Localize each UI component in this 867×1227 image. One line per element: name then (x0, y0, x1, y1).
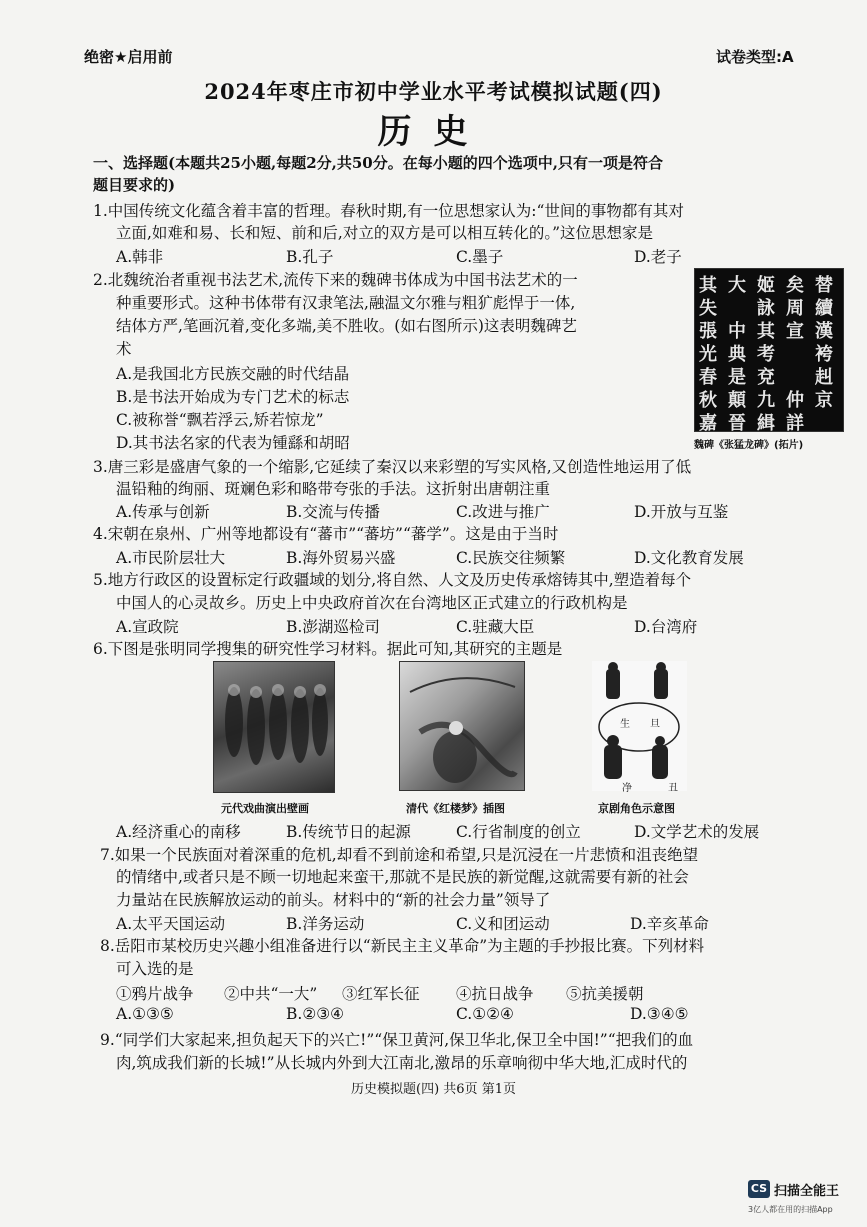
q7-option-a: A.太平天国运动 (116, 915, 226, 933)
q8-item-2: ②中共“一大” (224, 985, 318, 1003)
q6-option-c: C.行省制度的创立 (456, 823, 581, 841)
rubbing-character: 袴 (815, 344, 833, 365)
rubbing-character: 替 (815, 275, 833, 296)
q8-option-c: C.①②④ (456, 1005, 514, 1023)
camscanner-logo: CS (748, 1180, 770, 1198)
role-label-chou: 丑 (668, 783, 678, 794)
q7-option-d: D.辛亥革命 (630, 915, 709, 933)
rubbing-character: 嘉 (699, 413, 717, 434)
rubbing-character: 光 (699, 344, 717, 365)
q3-option-c: C.改进与推广 (456, 503, 550, 521)
rubbing-character: 矣 (786, 275, 804, 296)
q8-item-1: ①鸦片战争 (116, 985, 194, 1003)
q1-option-a: A.韩非 (116, 248, 164, 266)
rubbing-character: 張 (699, 321, 717, 342)
q6-option-d: D.文学艺术的发展 (634, 823, 760, 841)
exam-title: 2024年枣庄市初中学业水平考试模拟试题(四) (204, 79, 663, 104)
q8-stem: 8.岳阳市某校历史兴趣小组准备进行以“新民主主义革命”为主题的手抄报比赛。下列材料 (100, 937, 705, 955)
yuan-opera-mural-image (213, 661, 335, 793)
rubbing-caption: 魏碑《张猛龙碑》(拓片) (694, 440, 804, 451)
q6-caption-3: 京剧角色示意图 (598, 802, 675, 815)
q2-stem-cont: 种重要形式。这种书体带有汉隶笔法,融温文尔雅与粗犷彪悍于一体, (116, 294, 576, 312)
q5-option-c: C.驻藏大臣 (456, 618, 535, 636)
q8-item-3: ③红军长征 (342, 985, 420, 1003)
rubbing-character: 赳 (815, 367, 833, 388)
q3-option-b: B.交流与传播 (286, 503, 380, 521)
rubbing-character: 考 (757, 344, 775, 365)
rubbing-character: 顛 (728, 390, 746, 411)
dream-red-chamber-illustration-image (399, 661, 525, 791)
q4-option-d: D.文化教育发展 (634, 549, 744, 567)
q5-option-a: A.宣政院 (116, 618, 179, 636)
q1-option-b: B.孔子 (286, 248, 334, 266)
q6-caption-2: 清代《红楼梦》插图 (406, 802, 505, 815)
q2-stem-cont2: 结体方严,笔画沉着,变化多端,美不胜收。(如右图所示)这表明魏碑艺 (116, 317, 577, 335)
camscanner-name: 扫描全能王 (774, 1184, 840, 1199)
rubbing-character: 是 (728, 367, 746, 388)
q3-stem-cont: 温铅釉的绚丽、斑斓色彩和略带夸张的手法。这折射出唐朝注重 (116, 480, 551, 498)
wei-stele-rubbing-image (694, 268, 844, 432)
subject-title: 历史 (377, 112, 490, 152)
q2-option-d: D.其书法名家的代表为锺繇和胡昭 (116, 434, 350, 452)
q3-stem: 3.唐三彩是盛唐气象的一个缩影,它延续了秦汉以来彩塑的写实风格,又创造性地运用了低 (93, 458, 692, 476)
rubbing-character: 九 (757, 390, 775, 411)
q8-option-a: A.①③⑤ (116, 1005, 174, 1023)
q9-stem-cont: 肉,筑成我们新的长城!”从长城内外到大江南北,激昂的乐章响彻中华大地,汇成时代的 (116, 1054, 688, 1072)
q9-stem: 9.“同学们大家起来,担负起天下的兴亡!”“保卫黄河,保卫华北,保卫全中国!”“把我们的血 (100, 1031, 694, 1049)
q4-option-b: B.海外贸易兴盛 (286, 549, 396, 567)
q4-stem: 4.宋朝在泉州、广州等地都设有“蕃市”“蕃坊”“蕃学”。这是由于当时 (93, 525, 559, 543)
q8-stem-cont: 可入选的是 (116, 960, 194, 978)
q8-item-5: ⑤抗美援朝 (566, 985, 644, 1003)
page-footer: 历史模拟题(四) 共6页 第1页 (351, 1082, 516, 1097)
q2-stem: 2.北魏统治者重视书法艺术,流传下来的魏碑书体成为中国书法艺术的一 (93, 271, 578, 289)
rubbing-character: 緝 (757, 413, 775, 434)
rubbing-character: 宣 (786, 321, 804, 342)
rubbing-character: 漢 (815, 321, 833, 342)
role-label-jing: 净 (622, 783, 632, 794)
q4-option-a: A.市民阶层壮大 (116, 549, 226, 567)
q3-option-d: D.开放与互鉴 (634, 503, 729, 521)
q2-stem-cont3: 术 (116, 340, 132, 358)
camscanner-tagline: 3亿人都在用的扫描App (748, 1205, 833, 1214)
rubbing-character: 姬 (757, 275, 775, 296)
rubbing-character: 續 (815, 298, 833, 319)
rubbing-character: 秋 (699, 390, 717, 411)
rubbing-character: 其 (757, 321, 775, 342)
q5-stem: 5.地方行政区的设置标定行政疆域的划分,将自然、人文及历史传承熔铸其中,塑造着每个 (93, 571, 692, 589)
rubbing-character: 大 (728, 275, 746, 296)
rubbing-character: 詠 (757, 298, 775, 319)
q7-option-c: C.义和团运动 (456, 915, 550, 933)
section-instruction: 一、选择题(本题共25小题,每题2分,共50分。在每小题的四个选项中,只有一项是符合 (93, 154, 663, 172)
q1-stem: 1.中国传统文化蕴含着丰富的哲理。春秋时期,有一位思想家认为:“世间的事物都有其对 (93, 202, 684, 220)
q8-option-b: B.②③④ (286, 1005, 345, 1023)
q1-option-d: D.老子 (634, 248, 682, 266)
role-label-sheng: 生 (620, 719, 630, 730)
q8-option-d: D.③④⑤ (630, 1005, 689, 1023)
q5-stem-cont: 中国人的心灵故乡。历史上中央政府首次在台湾地区正式建立的行政机构是 (116, 594, 628, 612)
rubbing-character: 晉 (728, 413, 746, 434)
rubbing-character: 失 (699, 298, 717, 319)
q5-option-b: B.澎湖巡检司 (286, 618, 380, 636)
rubbing-character: 京 (815, 390, 833, 411)
section-instruction-cont: 题目要求的) (93, 176, 176, 194)
rubbing-character: 其 (699, 275, 717, 296)
q7-stem: 7.如果一个民族面对着深重的危机,却看不到前途和希望,只是沉浸在一片悲愤和沮丧绝望 (100, 846, 699, 864)
q3-option-a: A.传承与创新 (116, 503, 210, 521)
q7-stem-cont2: 力量站在民族解放运动的前头。材料中的“新的社会力量”领导了 (116, 891, 551, 909)
rubbing-character: 仲 (786, 390, 804, 411)
rubbing-character: 詳 (786, 413, 804, 434)
q7-option-b: B.洋务运动 (286, 915, 365, 933)
q6-option-b: B.传统节日的起源 (286, 823, 411, 841)
role-label-dan: 旦 (650, 719, 660, 730)
q6-option-a: A.经济重心的南移 (116, 823, 241, 841)
paper-type-label: 试卷类型:A (716, 48, 794, 66)
q1-stem-cont: 立面,如难和易、长和短、前和后,对立的双方是可以相互转化的。”这位思想家是 (116, 224, 654, 242)
q7-stem-cont: 的情绪中,或者只是不顾一切地起来蛮干,那就不是民族的新觉醒,这就需要有新的社会 (116, 868, 689, 886)
q2-option-c: C.被称誉“飘若浮云,矫若惊龙” (116, 411, 324, 429)
rubbing-character: 春 (699, 367, 717, 388)
q2-option-a: A.是我国北方民族交融的时代结晶 (116, 365, 350, 383)
q4-option-c: C.民族交往频繁 (456, 549, 566, 567)
q6-caption-1: 元代戏曲演出壁画 (221, 802, 309, 815)
rubbing-character: 周 (786, 298, 804, 319)
rubbing-character: 典 (728, 344, 746, 365)
q5-option-d: D.台湾府 (634, 618, 698, 636)
peking-opera-roles-diagram (592, 661, 687, 794)
q2-option-b: B.是书法开始成为专门艺术的标志 (116, 388, 350, 406)
confidential-label: 绝密★启用前 (84, 48, 173, 66)
rubbing-character: 兗 (757, 367, 775, 388)
q6-stem: 6.下图是张明同学搜集的研究性学习材料。据此可知,其研究的主题是 (93, 640, 563, 658)
q1-option-c: C.墨子 (456, 248, 504, 266)
q8-item-4: ④抗日战争 (456, 985, 534, 1003)
rubbing-character: 中 (728, 321, 746, 342)
